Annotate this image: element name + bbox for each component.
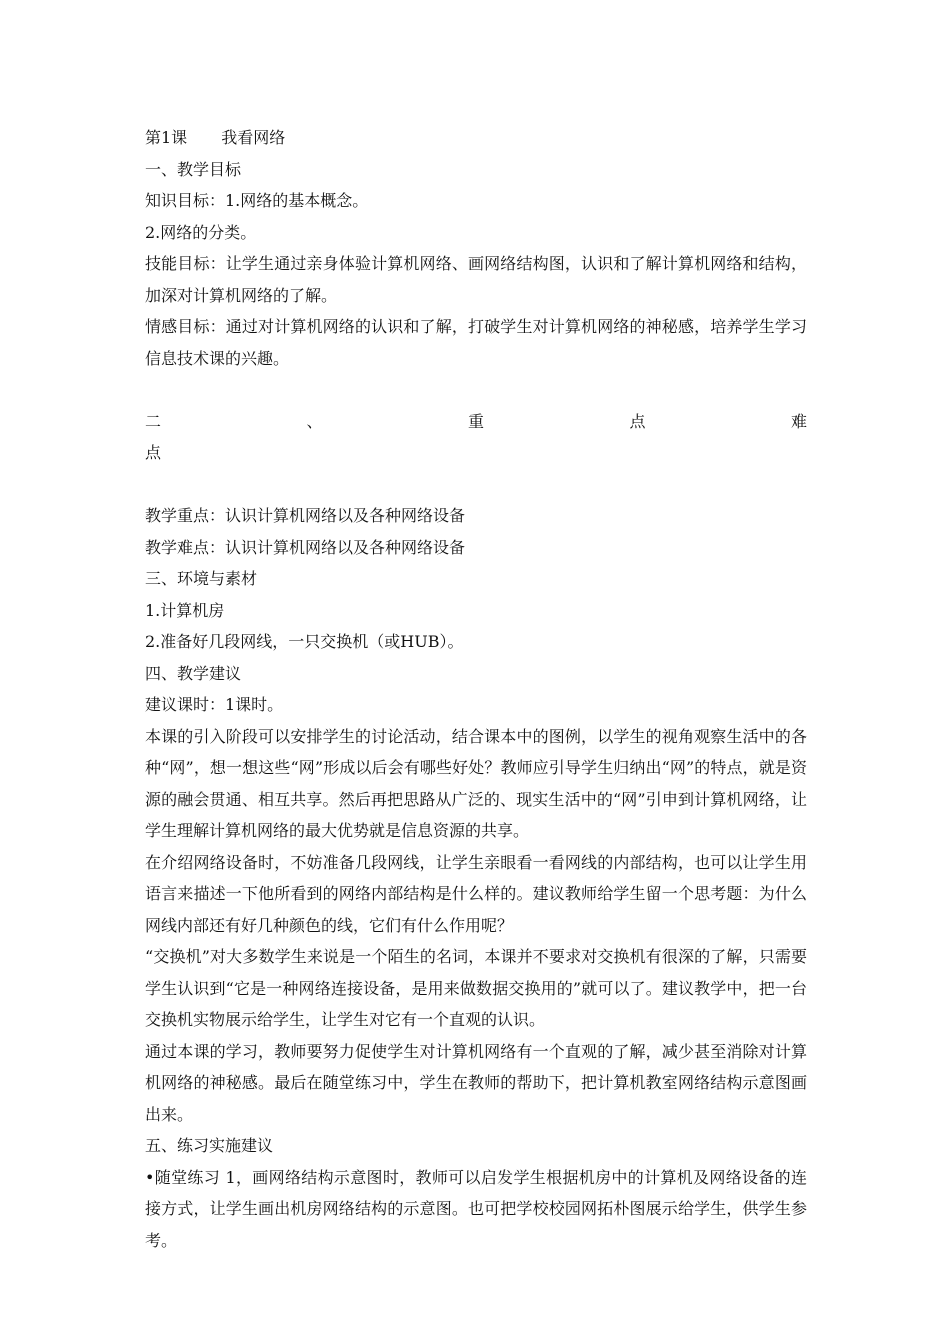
lesson-name: 我看网络: [221, 128, 286, 147]
knowledge-goal-2: 2.网络的分类。: [145, 222, 257, 242]
lesson-title: [145, 122, 807, 154]
spread-char: 二: [145, 411, 162, 431]
paragraph-devices: 在介绍网络设备时，不妨准备几段网线，让学生亲眼看一看网线的内部结构，也可以让学生用语言来描述一下他所看到的网络内部结构是什么样的。建议教师给学生留一个思考题：为什么网线内部还有好几种颜色的线，它们有什么作用呢？: [145, 852, 807, 935]
knowledge-goal: 知识目标：1.网络的基本概念。: [145, 191, 369, 210]
section-heading-goals: 一、教学目标: [145, 159, 242, 179]
spread-char: 难: [790, 411, 807, 431]
paragraph-intro: 本课的引入阶段可以安排学生的讨论活动，结合课本中的图例，以学生的视角观察生活中的各种“网”，想一想这些“网”形成以后会有哪些好处？教师应引导学生归纳出“网”的特点，就是资源的融会贯通、相互共享。然后再把思路从广泛的、现实生活中的“网”引申到计算机网络，让学生理解计算机网络的最大优势就是信息资源的共享。: [145, 726, 807, 840]
section-heading-key-points: [145, 406, 807, 438]
lesson-number: 第1课: [145, 128, 188, 147]
section-heading-key-points-tail: 点: [145, 443, 162, 462]
suggested-hours: 建议课时：1课时。: [145, 695, 284, 714]
difficult-point: 教学难点：认识计算机网络以及各种网络设备: [145, 537, 466, 557]
practice-item-1: •随堂练习 1，画网络结构示意图时，教师可以启发学生根据机房中的计算机及网络设备的连接方式，让学生画出机房网络结构的示意图。也可把学校校园网拓朴图展示给学生，供学生参考。: [145, 1167, 807, 1250]
material-item-2: 2.准备好几段网线，一只交换机（或HUB）。: [145, 632, 464, 651]
skill-goal: 技能目标：让学生通过亲身体验计算机网络、画网络结构图，认识和了解计算机网络和结构，加深对计算机网络的了解。: [145, 254, 807, 305]
section-heading-materials: 三、环境与素材: [145, 569, 258, 588]
section-heading-suggestions: 四、教学建议: [145, 663, 242, 683]
key-point: 教学重点：认识计算机网络以及各种网络设备: [145, 506, 466, 525]
spread-char: 重: [467, 411, 484, 431]
paragraph-summary: 通过本课的学习，教师要努力促使学生对计算机网络有一个直观的了解，减少甚至消除对计算机网络的神秘感。最后在随堂练习中，学生在教师的帮助下，把计算机教室网络结构示意图画出来。: [145, 1041, 807, 1124]
spread-char: 点: [629, 411, 646, 431]
section-heading-practice: 五、练习实施建议: [145, 1136, 274, 1155]
spread-char: 、: [306, 411, 323, 431]
emotion-goal: 情感目标：通过对计算机网络的认识和了解，打破学生对计算机网络的神秘感，培养学生学习信息技术课的兴趣。: [145, 317, 807, 368]
material-item-1: 1.计算机房: [145, 600, 225, 620]
document-page: [145, 122, 807, 1256]
paragraph-switch: “交换机”对大多数学生来说是一个陌生的名词，本课并不要求对交换机有很深的了解，只需要学生认识到“它是一种网络连接设备，是用来做数据交换用的”就可以了。建议教学中，把一台交换机实物展示给学生，让学生对它有一个直观的认识。: [145, 947, 807, 1029]
